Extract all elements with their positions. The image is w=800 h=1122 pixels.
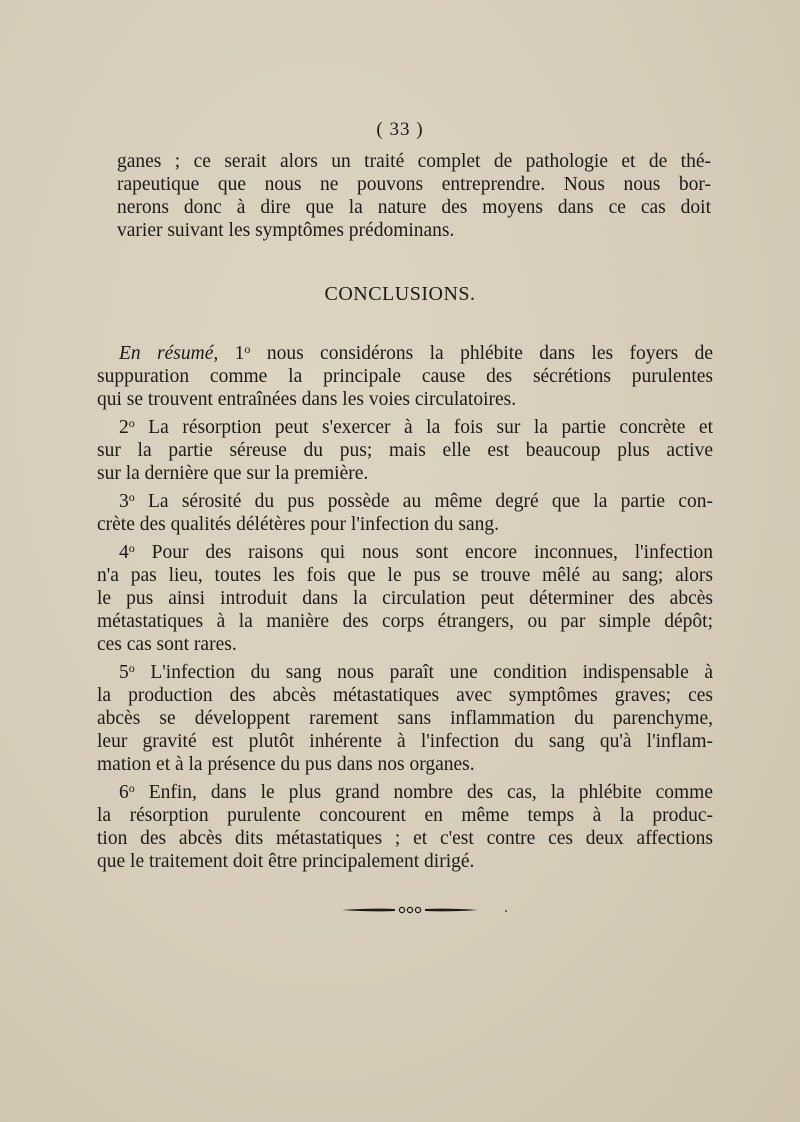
conclusion-line: la résorption purulente concourent en même temps à la produc- [97,805,713,826]
item-number: 1 [234,343,245,364]
intro-paragraph [117,150,711,242]
item-number: 5 [119,662,129,683]
conclusion-line: ces cas sont rares. [97,634,237,655]
conclusion-line: sur la partie séreuse du pus; mais elle est beaucoup plus active [97,440,713,461]
conclusion-line: abcès se développent rarement sans inflammation du parenchyme, [97,708,713,729]
conclusion-line: métastatiques à la manière des corps étrangers, ou par simple dépôt; [97,611,713,632]
conclusion-item [97,541,713,656]
item-number: 4 [119,542,129,563]
conclusion-line: que le traitement doit être principalement dirigé. [97,851,475,872]
ordinal-mark: o [128,661,135,675]
ordinal-mark: o [244,342,251,356]
page-number: ( 33 ) [376,119,424,140]
ordinal-mark: o [128,416,135,430]
conclusion-item [97,342,713,411]
intro-line: nerons donc à dire que la nature des moyens dans ce cas doit [117,197,711,218]
conclusion-line: crète des qualités délétères pour l'infection du sang. [97,514,500,535]
conclusion-line: la production des abcès métastatiques avec symptômes graves; ces [97,685,713,706]
conclusion-line: tion des abcès dits métastatiques ; et c'est contre ces deux affections [97,828,713,849]
conclusion-item [97,661,713,776]
item-number: 6 [119,782,129,803]
conclusion-line: sur la dernière que sur la première. [97,463,369,484]
conclusion-line: n'a pas lieu, toutes les fois que le pus se trouve mêlé au sang; alors [97,565,713,586]
conclusion-item [97,490,713,536]
ordinal-mark: o [128,541,135,555]
conclusion-line: leur gravité est plutôt inhérente à l'infection du sang qu'à l'inflam- [97,731,713,752]
conclusion-line: le pus ainsi introduit dans la circulation peut déterminer des abcès [97,588,713,609]
item-number: 3 [119,491,129,512]
conclusion-line: 5$^o$ L'infection du sang nous paraît une condition indispensable à [119,661,713,683]
section-heading: CONCLUSIONS. [324,283,476,305]
conclusion-line: 2$^o$ La résorption peut s'exercer à la fois sur la partie concrète et [119,416,713,438]
intro-line: ganes ; ce serait alors un traité complet de pathologie et de thé- [117,151,711,172]
intro-line: varier suivant les symptômes prédominans. [117,220,455,241]
ordinal-mark: o [128,781,135,795]
end-ornament-icon [340,900,510,920]
conclusion-line: mation et à la présence du pus dans nos organes. [97,754,475,775]
conclusion-line: 4$^o$ Pour des raisons qui nous sont encore inconnues, l'infection [119,541,713,563]
conclusion-item [97,416,713,485]
intro-line: rapeutique que nous ne pouvons entreprendre. Nous nous bor- [117,174,711,195]
conclusion-line: En résumé, 1$^o$ nous considérons la phlébite dans les foyers de [119,342,714,364]
conclusion-item [97,781,713,873]
conclusion-line: 3$^o$ La sérosité du pus possède au même degré que la partie con- [119,490,713,512]
conclusion-line: suppuration comme la principale cause des sécrétions purulentes [97,366,713,387]
conclusion-line: qui se trouvent entraînées dans les voies circulatoires. [97,389,517,410]
conclusion-line: 6$^o$ Enfin, dans le plus grand nombre des cas, la phlébite comme [119,781,713,803]
lead-phrase: En résumé, [119,343,219,364]
ordinal-mark: o [128,490,135,504]
item-number: 2 [119,417,129,438]
conclusions-list [97,342,713,878]
